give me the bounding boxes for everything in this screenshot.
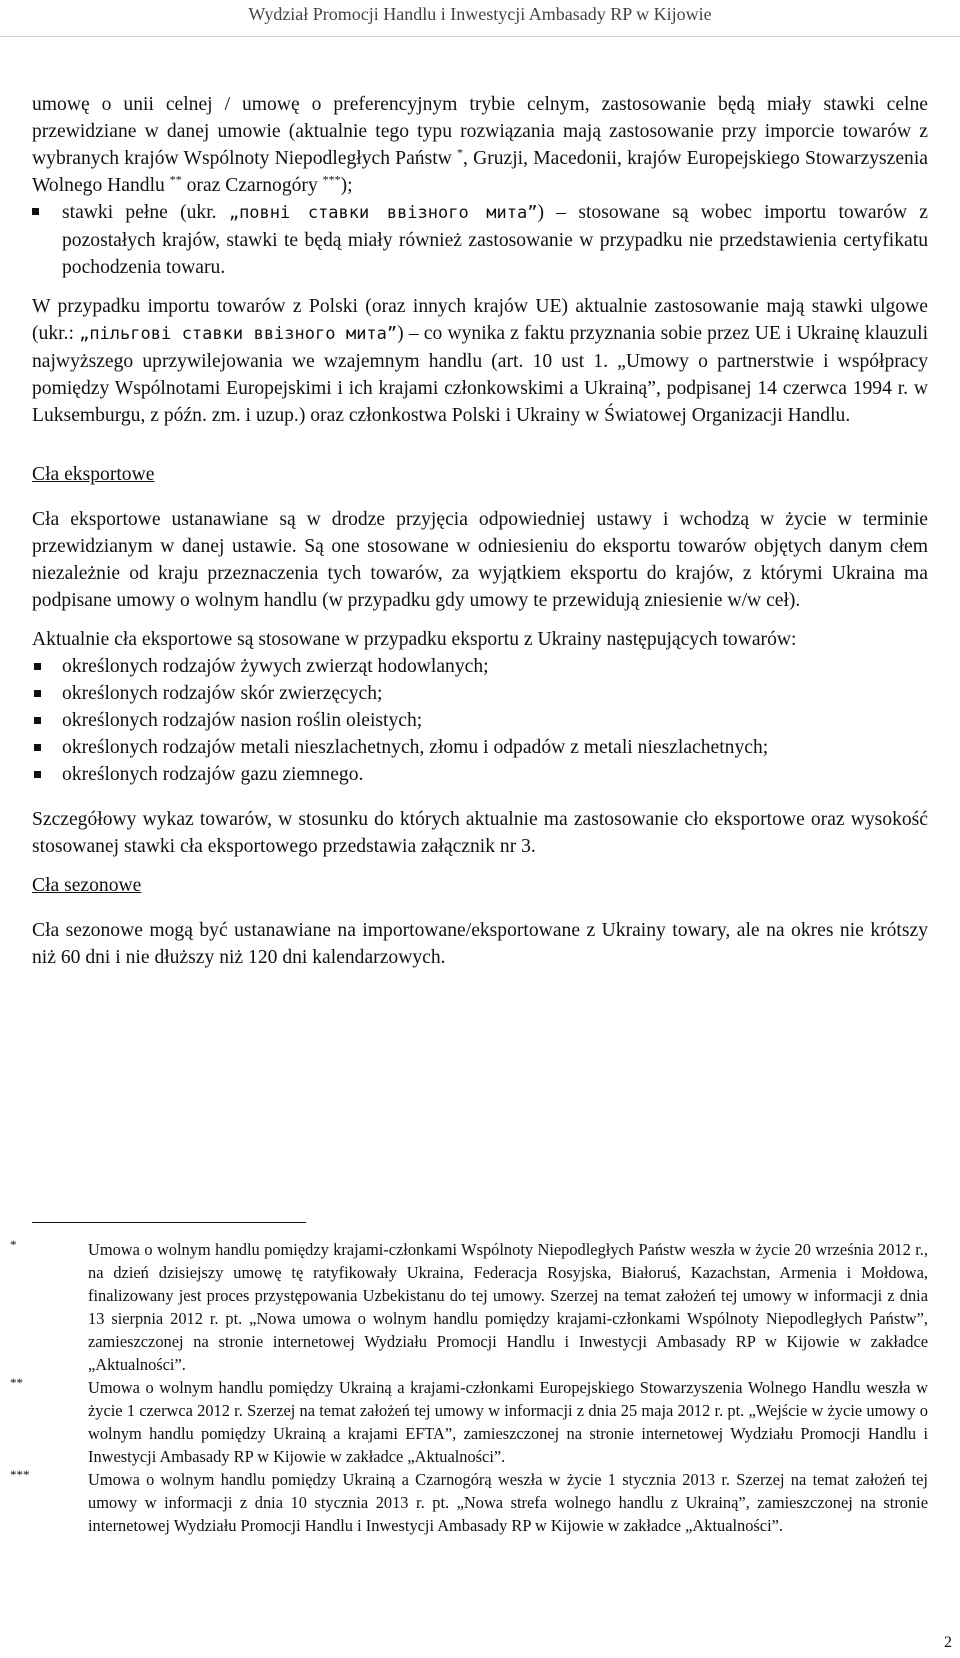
- square-bullet-icon: [34, 717, 41, 724]
- page-header: [0, 0, 960, 37]
- footnote-text: Umowa o wolnym handlu pomiędzy Ukrainą a Czarnogórą weszła w życie 1 stycznia 2013 r. Szerzej na temat założeń tej umowy w informacji z dnia 10 stycznia 2013 r. pt. „Nowa strefa wolnego handlu z Ukrainą”, zamieszczonej na stronie internetowej Wydziału Promocji Handlu i Inwestycji Ambasady RP w Kijowie w zakładce „Aktualności”.: [88, 1470, 928, 1535]
- list-item: [32, 707, 928, 734]
- main-content: [32, 91, 928, 971]
- list-item: [32, 734, 928, 761]
- list-item: [32, 680, 928, 707]
- footnotes: [10, 1238, 928, 1537]
- preferential-rates-paragraph: [32, 293, 928, 429]
- export-paragraph-3: Szczegółowy wykaz towarów, w stosunku do których aktualnie ma zastosowanie cło eksportowe oraz wysokość stosowanej stawki cła eksportowego przedstawia załącznik nr 3.: [32, 809, 928, 857]
- continued-paragraph: [32, 91, 928, 199]
- footnote-ref-3[interactable]: ***: [322, 172, 341, 187]
- export-item-text: określonych rodzajów metali nieszlachetnych, złomu i odpadów z metali nieszlachetnych;: [62, 737, 769, 758]
- preferential-text-post: ) – co wynika z faktu przyznania sobie przez UE i Ukrainę klauzuli najwyższego uprzywilejowania we wzajemnym handlu (art. 10 ust 1. „Umowy o partnerstwie i współpracy pomiędzy Wspólnotami Europejskimi i ich krajami członkowskimi a Ukrainą”, podpisanej 14 czerwca 1994 r. w Luksemburgu, z późn. zm. i uzup.) oraz członkostwa Polski i Ukrainy w Światowej Organizacji Handlu.: [32, 323, 929, 426]
- footnote-mark: *: [10, 1237, 17, 1252]
- continued-text-a: umowę o unii celnej / umowę o preferencyjnym trybie celnym, zastosowanie będą miały stawki celne przewidziane w danej umowie (aktualnie tego typu rozwiązania mają zastosowanie przy imporcie towarów z wybranych krajów Wspólnoty Niepodległych Państw: [32, 94, 928, 169]
- full-rates-ukr-term: „повні ставки ввізного мита”: [228, 203, 538, 223]
- footnote-1: [10, 1238, 928, 1376]
- header-title: Wydział Promocji Handlu i Inwestycji Ambasady RP w Kijowie: [248, 4, 712, 24]
- footnote-text: Umowa o wolnym handlu pomiędzy Ukrainą a krajami-członkami Europejskiego Stowarzyszenia Wolnego Handlu weszła w życie 1 czerwca 2012 r. Szerzej na temat założeń tej umowy w informacji z dnia 25 maja 2012 r. pt. „Wejście w życie umowy o wolnym handlu pomiędzy Ukrainą a krajami EFTA”, zamieszczonej na stronie internetowej Wydziału Promocji Handlu i Inwestycji Ambasady RP w Kijowie w zakładce „Aktualności”.: [88, 1378, 928, 1466]
- footnote-3: [10, 1468, 928, 1537]
- export-paragraph-1: Cła eksportowe ustanawiane są w drodze przyjęcia odpowiedniej ustawy i wchodzą w życie w terminie przewidzianym w danej ustawie. Są one stosowane w odniesieniu do eksportu towarów objętych danym cłem niezależnie od kraju przeznaczenia tych towarów, za wyjątkiem eksportu do krajów, z którymi Ukraina ma podpisane umowy o wolnym handlu (w przypadku gdy umowy te przewidują zniesienie w/w ceł).: [32, 509, 928, 611]
- continued-text-c: oraz Czarnogóry: [181, 175, 323, 196]
- footnote-mark: **: [10, 1375, 23, 1390]
- full-rates-list: [32, 199, 928, 281]
- preferential-ukr-term: „пільгові ставки ввізного мита”: [79, 324, 398, 344]
- export-item-text: określonych rodzajów żywych zwierząt hodowlanych;: [62, 656, 489, 677]
- list-item: [32, 199, 928, 281]
- export-item-text: określonych rodzajów gazu ziemnego.: [62, 764, 364, 785]
- continued-text-d: );: [340, 175, 353, 196]
- page-number: 2: [944, 1634, 952, 1651]
- export-duties-heading: Cła eksportowe: [32, 464, 155, 485]
- square-bullet-icon: [34, 744, 41, 751]
- preferential-text-pre: W przypadku importu towarów z Polski (oraz innych krajów UE) aktualnie zastosowanie mają stawki ulgowe (ukr.:: [32, 296, 928, 344]
- seasonal-paragraph: Cła sezonowe mogą być ustanawiane na importowane/eksportowane z Ukrainy towary, ale na okres nie krótszy niż 60 dni i nie dłuższy niż 120 dni kalendarzowych.: [32, 920, 928, 968]
- export-item-text: określonych rodzajów skór zwierzęcych;: [62, 683, 383, 704]
- footnote-ref-2[interactable]: **: [169, 172, 182, 187]
- list-item: [32, 653, 928, 680]
- footnote-2: [10, 1376, 928, 1468]
- footnote-separator: [32, 1222, 306, 1223]
- square-bullet-icon: [34, 663, 41, 670]
- full-rates-text-post: ) – stosowane są wobec importu towarów z pozostałych krajów, stawki te będą miały również zastosowanie w przypadku nie przedstawienia certyfikatu pochodzenia towaru.: [62, 202, 928, 278]
- export-goods-list: [32, 653, 928, 788]
- square-bullet-icon: [32, 208, 39, 215]
- export-item-text: określonych rodzajów nasion roślin oleistych;: [62, 710, 423, 731]
- square-bullet-icon: [34, 690, 41, 697]
- square-bullet-icon: [34, 771, 41, 778]
- list-item: [32, 761, 928, 788]
- full-rates-text-pre: stawki pełne (ukr.: [62, 202, 229, 223]
- continued-text-b: , Gruzji, Macedonii, krajów Europejskiego Stowarzyszenia Wolnego Handlu: [32, 148, 928, 196]
- seasonal-duties-heading: Cła sezonowe: [32, 875, 142, 896]
- footnote-text: Umowa o wolnym handlu pomiędzy krajami-członkami Wspólnoty Niepodległych Państw weszła w życie 20 września 2012 r., na dzień dzisiejszy umowę tę ratyfikowały Ukraina, Federacja Rosyjska, Białoruś, Kazachstan, Armenia i Mołdowa, finalizowany jest proces przystępowania Uzbekistanu do tej umowy. Szerzej na temat założeń tej umowy w informacji z dnia 13 sierpnia 2012 r. pt. „Nowa umowa o wolnym handlu pomiędzy krajami-członkami Wspólnoty Niepodległych Państw”, zamieszczonej na stronie internetowej Wydziału Promocji Handlu i Inwestycji Ambasady RP w Kijowie w zakładce „Aktualności”.: [88, 1240, 928, 1374]
- export-paragraph-2: Aktualnie cła eksportowe są stosowane w przypadku eksportu z Ukrainy następujących towarów:: [32, 629, 797, 650]
- footnote-mark: ***: [10, 1467, 30, 1482]
- footnote-ref-1[interactable]: *: [456, 145, 463, 160]
